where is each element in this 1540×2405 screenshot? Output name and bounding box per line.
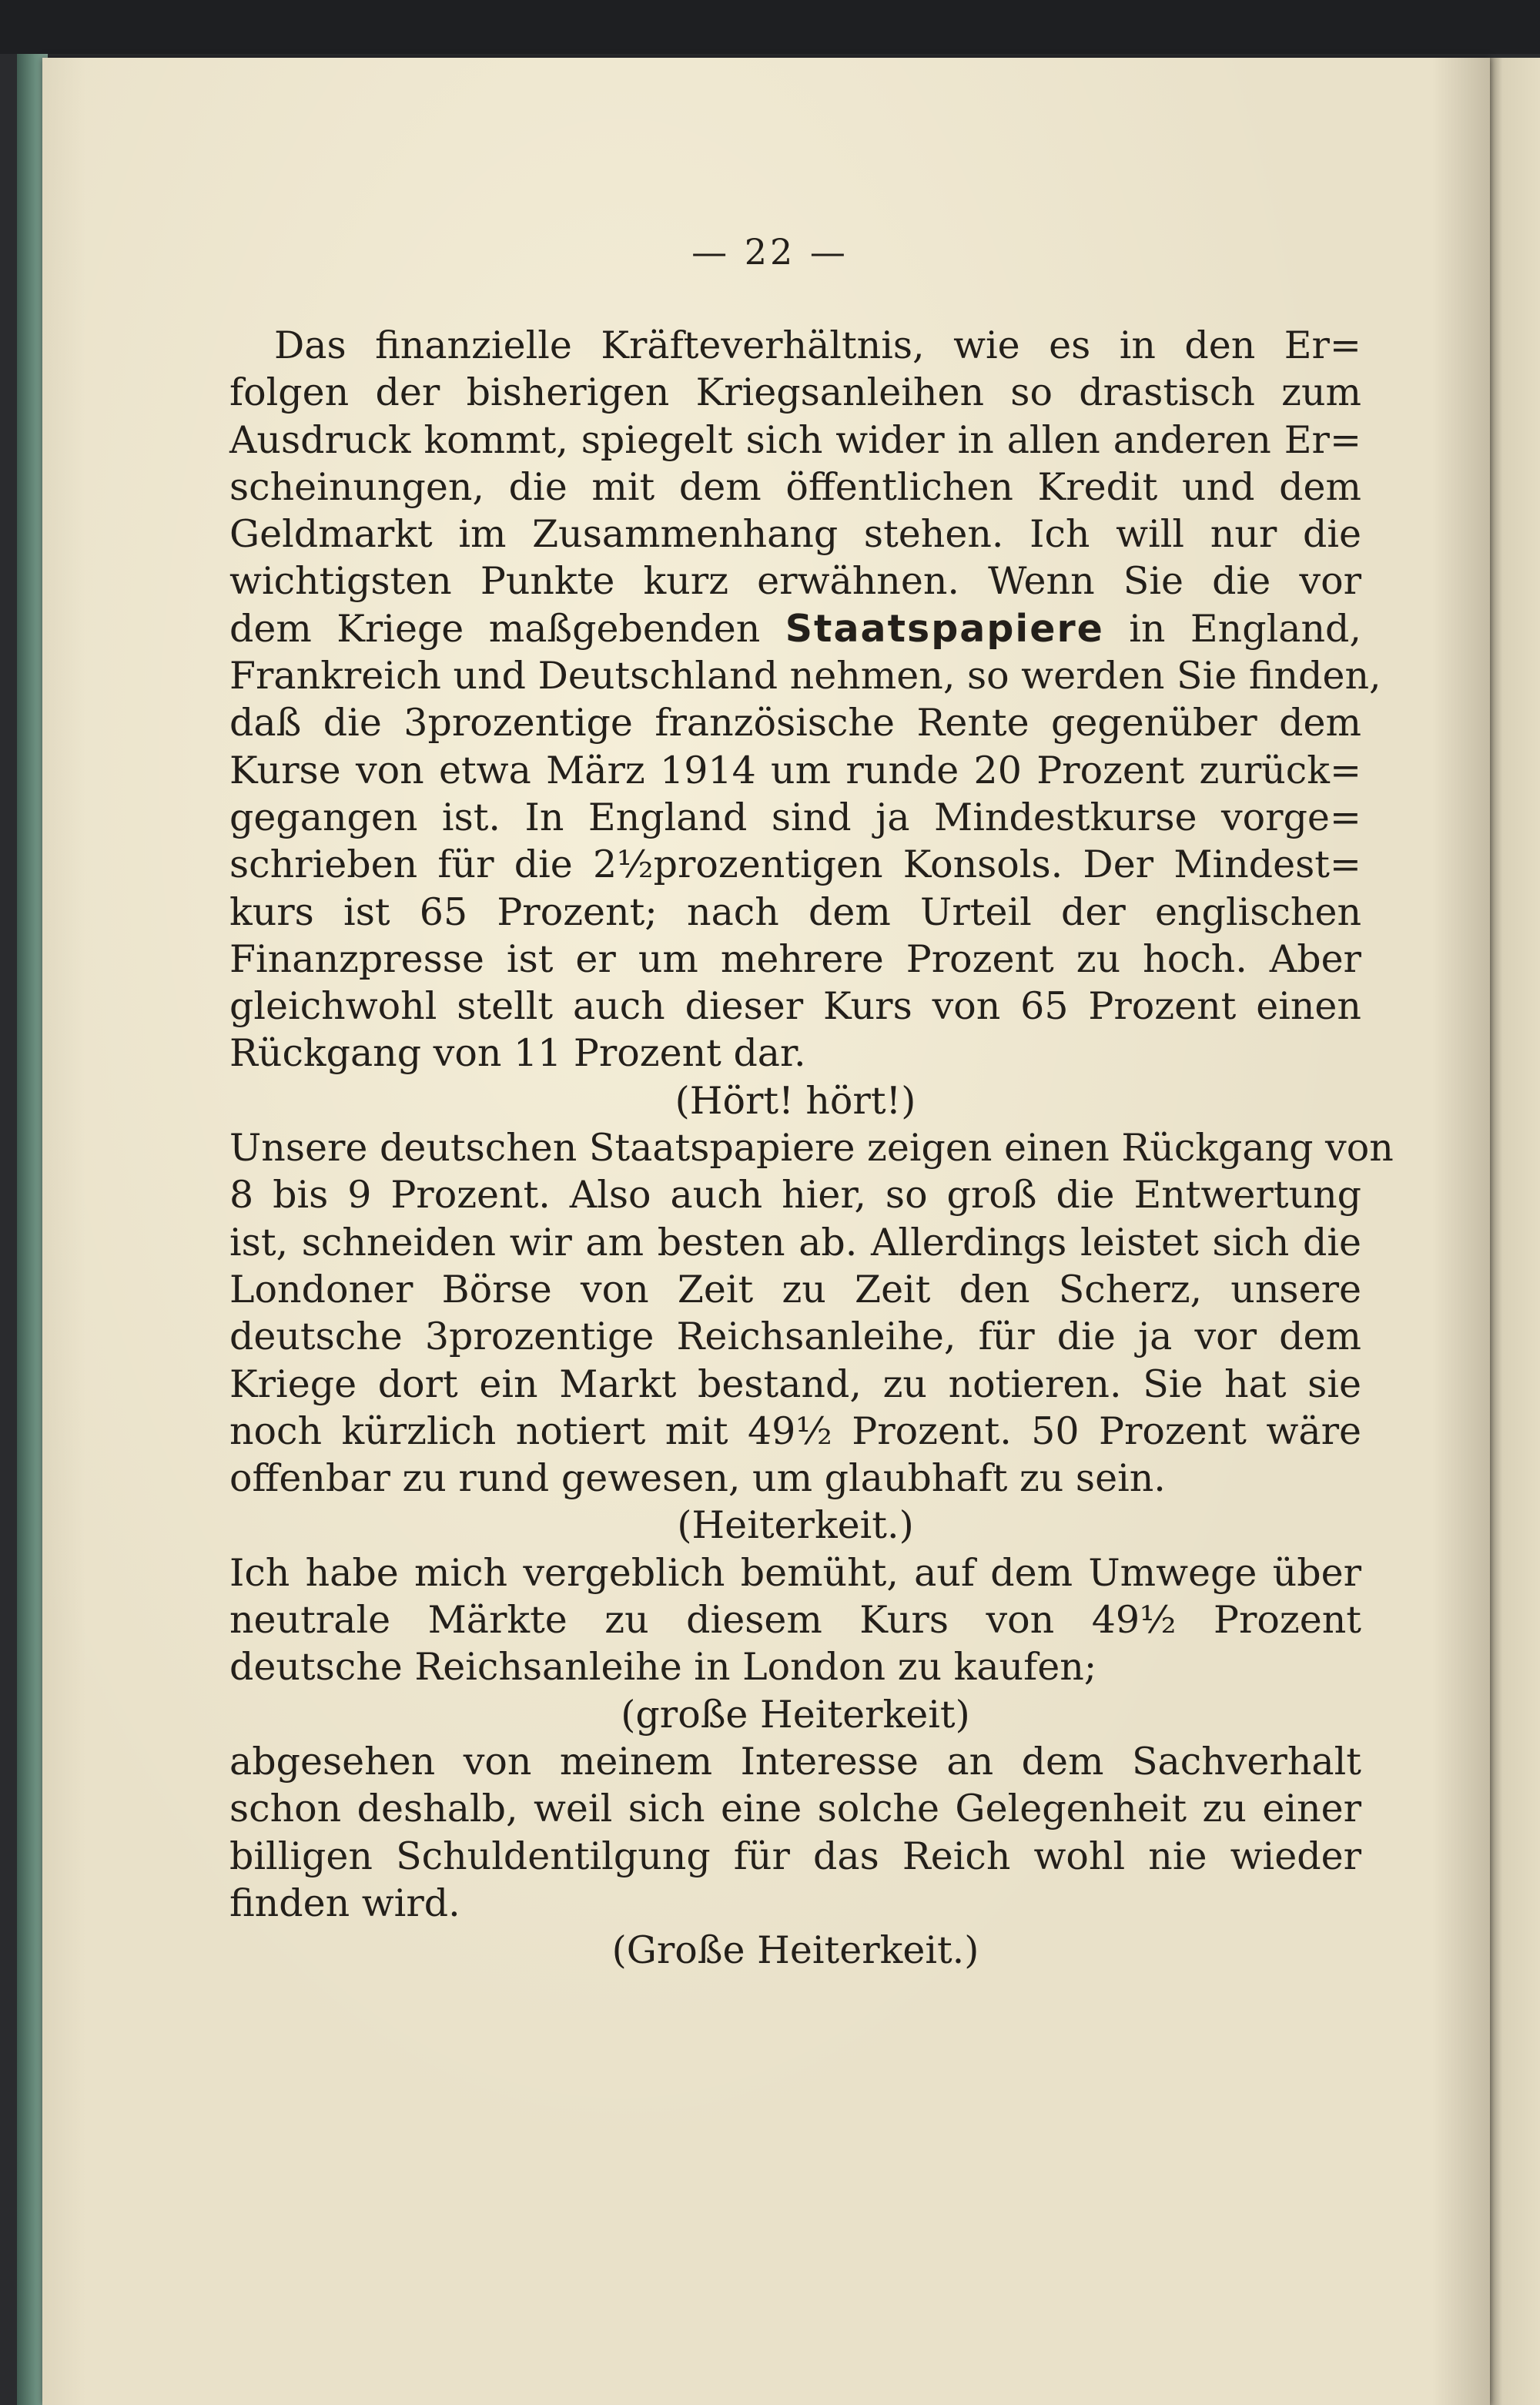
scan-background bbox=[0, 0, 1540, 54]
text-fragment: in England, bbox=[1129, 606, 1361, 651]
text-line: deutsche 3prozentige Reichsanleihe, für die ja vor dem bbox=[229, 1315, 1361, 1359]
text-line: gleichwohl stellt auch dieser Kurs von 65 Prozent einen bbox=[229, 984, 1361, 1029]
text-line: offenbar zu rund gewesen, um glaubhaft zu sein. bbox=[229, 1456, 1166, 1501]
interjection: (Heiterkeit.) bbox=[677, 1503, 914, 1548]
text-line: Londoner Börse von Zeit zu Zeit den Scherz, unsere bbox=[229, 1267, 1361, 1311]
text-line: abgesehen von meinem Interesse an dem Sachverhalt bbox=[229, 1739, 1361, 1784]
emphasized-term: Staatspapiere bbox=[785, 606, 1104, 651]
text-line: schrieben für die 2½prozentigen Konsols. Der Mindest= bbox=[229, 842, 1361, 887]
text-fragment: dem Kriege maßgebenden bbox=[229, 606, 761, 651]
text-line: Frankreich und Deutschland nehmen, so werden Sie finden, bbox=[229, 654, 1381, 698]
text-line: Das finanzielle Kräfteverhältnis, wie es in den Er= bbox=[274, 323, 1361, 367]
text-line: daß die 3prozentige französische Rente gegenüber dem bbox=[229, 701, 1361, 745]
body-text bbox=[229, 322, 1394, 1974]
interjection: (Große Heiterkeit.) bbox=[611, 1928, 979, 1973]
text-line: wichtigsten Punkte kurz erwähnen. Wenn Sie die vor bbox=[229, 559, 1361, 604]
next-page-edge bbox=[1490, 58, 1540, 2405]
text-line: noch kürzlich notiert mit 49½ Prozent. 50 Prozent wäre bbox=[229, 1408, 1361, 1453]
text-line: Unsere deutschen Staatspapiere zeigen einen Rückgang von bbox=[229, 1126, 1394, 1171]
text-line: Kurse von etwa März 1914 um runde 20 Prozent zurück= bbox=[229, 748, 1361, 792]
text-line: gegangen ist. In England sind ja Mindestkurse vorge= bbox=[229, 795, 1361, 839]
text-line: kurs ist 65 Prozent; nach dem Urteil der englischen bbox=[229, 889, 1361, 934]
interjection: (große Heiterkeit) bbox=[621, 1692, 970, 1737]
text-line: ist, schneiden wir am besten ab. Allerdings leistet sich die bbox=[229, 1220, 1361, 1264]
text-line: billigen Schuldentilgung für das Reich wohl nie wieder bbox=[229, 1834, 1361, 1878]
text-line-with-emphasis bbox=[229, 605, 1361, 652]
text-line: Kriege dort ein Markt bestand, zu notieren. Sie hat sie bbox=[229, 1362, 1361, 1406]
text-line: scheinungen, die mit dem öffentlichen Kredit und dem bbox=[229, 464, 1361, 509]
text-line: Ich habe mich vergeblich bemüht, auf dem Umwege über bbox=[229, 1550, 1361, 1595]
text-line: neutrale Märkte zu diesem Kurs von 49½ Prozent bbox=[229, 1598, 1361, 1643]
text-line: Geldmarkt im Zusammenhang stehen. Ich will nur die bbox=[229, 512, 1361, 557]
text-line: schon deshalb, weil sich eine solche Gelegenheit zu einer bbox=[229, 1787, 1361, 1831]
text-line: folgen der bisherigen Kriegsanleihen so drastisch zum bbox=[229, 370, 1361, 415]
interjection: (Hört! hört!) bbox=[675, 1078, 916, 1123]
page-number: — 22 — bbox=[691, 231, 849, 273]
text-line: Rückgang von 11 Prozent dar. bbox=[229, 1031, 806, 1076]
text-line: deutsche Reichsanleihe in London zu kaufen; bbox=[229, 1645, 1097, 1690]
text-line: Ausdruck kommt, spiegelt sich wider in allen anderen Er= bbox=[229, 417, 1361, 462]
text-line: finden wird. bbox=[229, 1881, 460, 1925]
text-line: 8 bis 9 Prozent. Also auch hier, so groß die Entwertung bbox=[229, 1173, 1361, 1218]
text-line: Finanzpresse ist er um mehrere Prozent zu hoch. Aber bbox=[229, 936, 1361, 981]
